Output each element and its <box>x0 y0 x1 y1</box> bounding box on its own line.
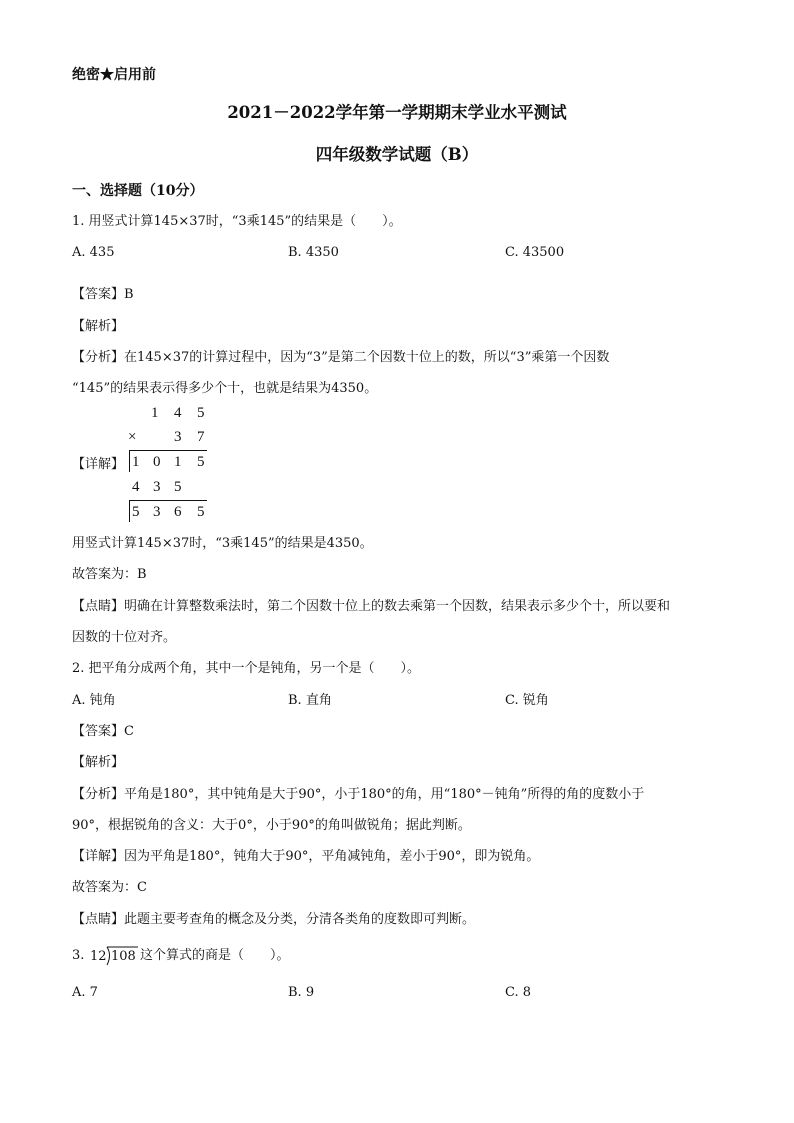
q2-fenxi-line2: 90°，根据锐角的含义：大于0°，小于90°的角叫做锐角；据此判断。 <box>72 818 471 833</box>
exam-title: 2021－2022学年第一学期期末学业水平测试 <box>227 103 567 122</box>
q1-option-b: B. 4350 <box>288 245 339 260</box>
calc-digit: 1 <box>151 405 159 421</box>
calc-rule-line <box>129 500 207 501</box>
q3-number: 3. <box>72 948 85 963</box>
q3-stem-tail: 这个算式的商是（ ）。 <box>140 948 290 963</box>
q3-divisor: 12 <box>90 949 107 964</box>
calc-side-line <box>129 500 130 522</box>
q2-note: 【点睛】此题主要考查角的概念及分类，分清各类角的度数即可判断。 <box>72 912 476 927</box>
q1-fenxi-line1: 【分析】在145×37的计算过程中，因为“3”是第二个因数十位上的数，所以“3”乘第一个因数 <box>72 350 610 365</box>
q2-option-c: C. 锐角 <box>505 693 549 708</box>
q2-stem: 2. 把平角分成两个角，其中一个是钝角，另一个是（ ）。 <box>72 661 421 676</box>
q2-option-b: B. 直角 <box>288 693 332 708</box>
q3-dividend: 108 <box>111 949 136 964</box>
q2-detail: 【详解】因为平角是180°，钝角大于90°，平角减钝角，差小于90°，即为锐角。 <box>72 849 540 864</box>
q3-option-c: C. 8 <box>505 985 532 1000</box>
q1-option-a: A. 435 <box>72 245 115 260</box>
q2-option-a: A. 钝角 <box>72 693 116 708</box>
calc-digit: 5 <box>197 504 205 520</box>
calc-digit: 0 <box>153 454 161 470</box>
calc-digit: 1 <box>174 454 182 470</box>
calc-digit: 3 <box>174 429 182 445</box>
q2-fenxi-line1: 【分析】平角是180°，其中钝角是大于90°，小于180°的角，用“180°－钝角”所得的角的度数小于 <box>72 787 645 802</box>
q1-note-line2: 因数的十位对齐。 <box>72 630 177 645</box>
exam-subtitle: 四年级数学试题（B） <box>315 145 479 164</box>
q1-detail-label: 【详解】 <box>72 457 125 472</box>
q1-fenxi-line2: “145”的结果表示得多少个十，也就是结果为4350。 <box>72 381 378 396</box>
q1-final-answer: 故答案为：B <box>72 567 147 582</box>
q1-note-line1: 【点睛】明确在计算整数乘法时，第二个因数十位上的数去乘第一个因数，结果表示多少个十，所以要和 <box>72 599 671 614</box>
calc-digit: 4 <box>132 479 140 495</box>
calc-times-sign: × <box>128 429 137 445</box>
q1-stem: 1. 用竖式计算145×37时，“3乘145”的结果是（ ）。 <box>72 214 402 229</box>
q1-conclusion: 用竖式计算145×37时，“3乘145”的结果是4350。 <box>72 536 373 551</box>
calc-digit: 3 <box>153 479 161 495</box>
long-division-expression <box>90 945 140 967</box>
calc-digit: 5 <box>174 479 182 495</box>
calc-digit: 1 <box>132 454 140 470</box>
q1-option-c: C. 43500 <box>505 245 565 260</box>
calc-digit: 4 <box>174 405 182 421</box>
q2-final-answer: 故答案为：C <box>72 880 147 895</box>
calc-digit: 6 <box>174 504 182 520</box>
q3-option-a: A. 7 <box>72 985 98 1000</box>
calc-digit: 5 <box>197 454 205 470</box>
confidential-mark: 绝密★启用前 <box>72 67 156 83</box>
calc-rule-line <box>129 450 207 451</box>
q2-answer: 【答案】C <box>72 724 134 739</box>
calc-digit: 3 <box>153 504 161 520</box>
calc-digit: 7 <box>197 429 205 445</box>
section-heading: 一、选择题（10分） <box>72 183 204 199</box>
q1-answer: 【答案】B <box>72 287 134 302</box>
calc-side-line <box>129 450 130 472</box>
calc-digit: 5 <box>132 504 140 520</box>
q2-analysis-label: 【解析】 <box>72 755 125 770</box>
q1-analysis-label: 【解析】 <box>72 319 125 334</box>
calc-digit: 5 <box>197 405 205 421</box>
vertical-multiplication <box>121 404 211 522</box>
q3-option-b: B. 9 <box>288 985 315 1000</box>
